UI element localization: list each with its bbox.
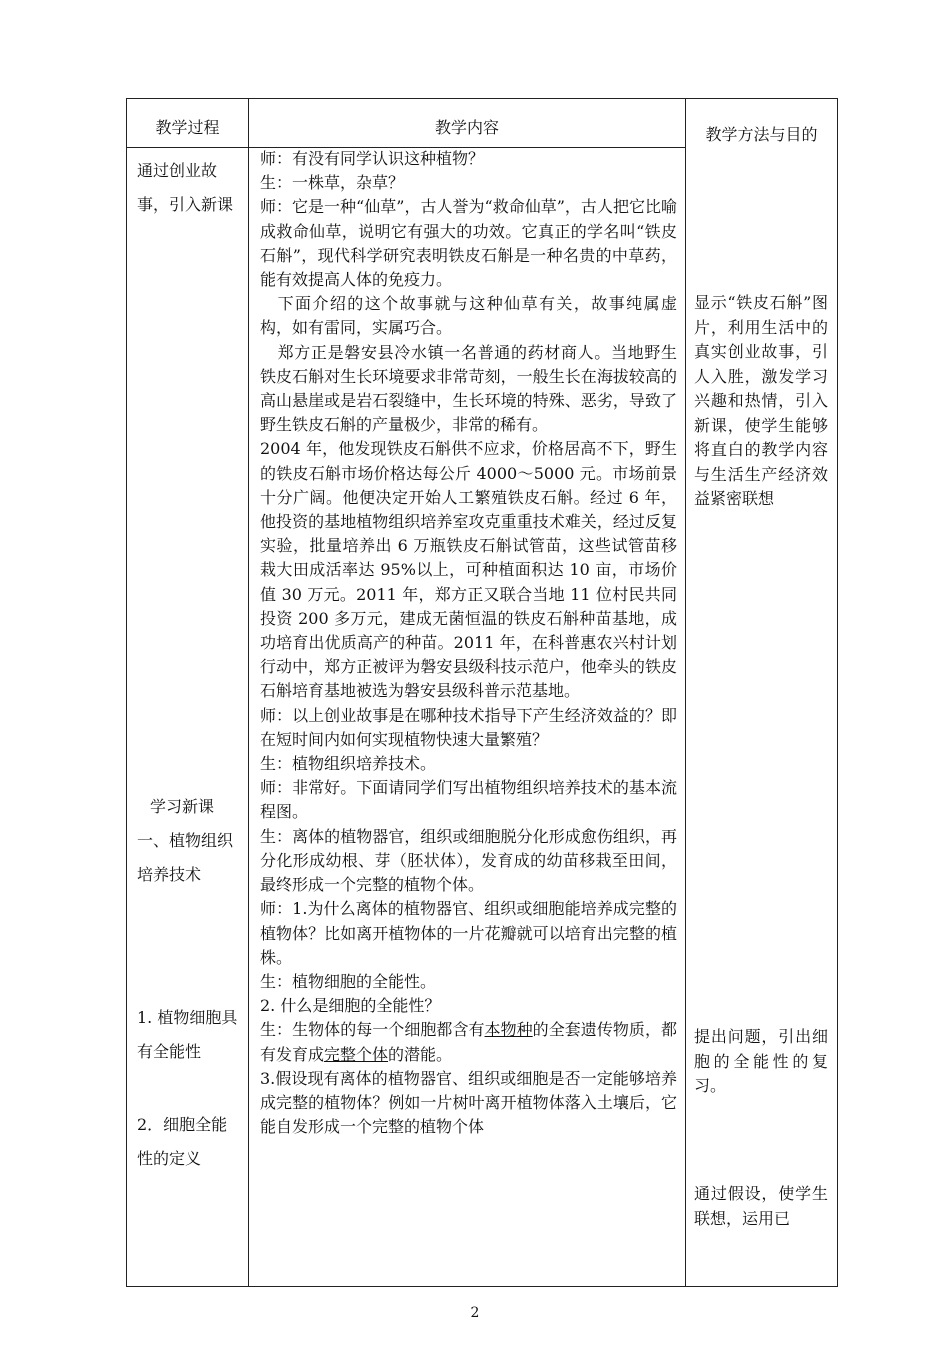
method-note-totipotency: 提出问题，引出细胞的全能性的复习。 [694, 1027, 828, 1095]
content-story-intro: 下面介绍的这个故事就与这种仙草有关，故事纯属虚构，如有雷同，实属巧合。 [260, 294, 677, 338]
underlined-term-species: 本物种 [484, 1020, 533, 1040]
content-teacher-intro-plant: 师：它是一种“仙草”，古人誉为“救命仙草”，古人把它比喻成救命仙草，说明它有强大的功效。它真正的学名叫“铁皮石斛”，现代科学研究表明铁皮石斛是一种名贵的中草药，能有效提高人体的免疫力。 [260, 197, 677, 290]
content-student-tech-answer: 生：植物组织培养技术。 [260, 754, 437, 774]
content-question-3: 3.假设现有离体的植物器官、组织或细胞是否一定能够培养成完整的植物体？例如一片树叶离开植物体落入土壤后，它能自发形成一个完整的植物个体 [260, 1068, 677, 1137]
header-content: 教学内容 [434, 118, 499, 137]
header-process: 教学过程 [155, 118, 220, 137]
header-content-cell [249, 99, 686, 148]
page-number: 2 [470, 1305, 480, 1321]
process-new-lesson: 学习新课 [149, 797, 214, 816]
content-teacher-question: 师：有没有同学认识这种植物？ [260, 149, 485, 168]
lesson-plan-table [126, 98, 838, 1287]
content-student-totipotency: 生：植物细胞的全能性。 [260, 971, 437, 991]
method-note-intro: 显示“铁皮石斛”图片，利用生活中的真实创业故事，引人入胜，激发学习兴趣和热情，引入新课，使学生能够将直白的教学内容与生活生产经济效益紧密联想 [694, 293, 828, 508]
content-question-2: 2. 什么是细胞的全能性？ [260, 996, 441, 1016]
lesson-content [249, 145, 685, 1139]
process-intro: 通过创业故事，引入新课 [137, 161, 234, 214]
process-column-cell [127, 148, 249, 1287]
process-item-totipotency: 1. 植物细胞具有全能性 [137, 1008, 238, 1061]
table-header-row [127, 99, 838, 148]
content-teacher-question-1: 师：1.为什么离体的植物器官、组织或细胞能培养成完整的植物体？比如离开植物体的一片花瓣就可以培育出完整的植株。 [260, 899, 677, 967]
header-process-cell [127, 99, 249, 148]
content-student-answer: 生：一株草，杂草？ [260, 173, 405, 193]
content-teacher-tech-question: 师：以上创业故事是在哪种技术指导下产生经济效益的？即在短时间内如何实现植物快速大量繁殖？ [260, 705, 677, 749]
content-teacher-flowchart: 师：非常好。下面请同学们写出植物组织培养技术的基本流程图。 [260, 778, 677, 822]
process-section-tissue-culture: 一、植物组织培养技术 [137, 831, 234, 884]
method-note-hypothesis: 通过假设，使学生联想，运用已 [694, 1184, 828, 1228]
content-column-cell [249, 148, 686, 1287]
method-column-cell [686, 99, 838, 1287]
content-student-flowchart: 生：离体的植物器官，组织或细胞脱分化形成愈伤组织，再分化形成幼根、芽（胚状体），发育成的幼苗移栽至田间，最终形成一个完整的植物个体。 [260, 826, 677, 895]
content-story-part2: 2004 年，他发现铁皮石斛供不应求，价格居高不下，野生的铁皮石斛市场价格达每公斤 4000～5000 元。市场前景十分广阔。他便决定开始人工繁殖铁皮石斛。经过 6 年，他投资的基地植物组织培养室攻克重重技术难关，经过反复实验，批量培养出 6 万瓶铁皮石斛试管苗，这些试管苗移栽大田成活率达 95%以上，可种植面积达 10 亩，市场价值 30 万元。2011 年，郑方正又联合当地 11 位村民共同投资 200 多万元，建成无菌恒温的铁皮石斛种苗基地，成功培育出优质高产的种苗。2011 年，在科普惠农兴村计划行动中，郑方正被评为磐安县级科技示范户，他牵头的铁皮石斛培育基地被选为磐安县级科普示范基地。 [260, 439, 677, 701]
content-story-part1: 郑方正是磐安县冷水镇一名普通的药材商人。当地野生铁皮石斛对生长环境要求非常苛刻，一般生长在海拔较高的高山悬崖或是岩石裂缝中，生长环境的特殊、恶劣，导致了野生铁皮石斛的产量极少，非常的稀有。 [260, 342, 677, 435]
content-totipotency-definition: 生：生物体的每一个细胞都含有本物种的全套遗传物质，都有发育成完整个体的潜能。 [260, 1020, 677, 1064]
underlined-term-individual: 完整个体 [324, 1044, 389, 1064]
process-item-definition: 2．细胞全能性的定义 [137, 1115, 228, 1168]
header-method: 教学方法与目的 [705, 125, 818, 144]
